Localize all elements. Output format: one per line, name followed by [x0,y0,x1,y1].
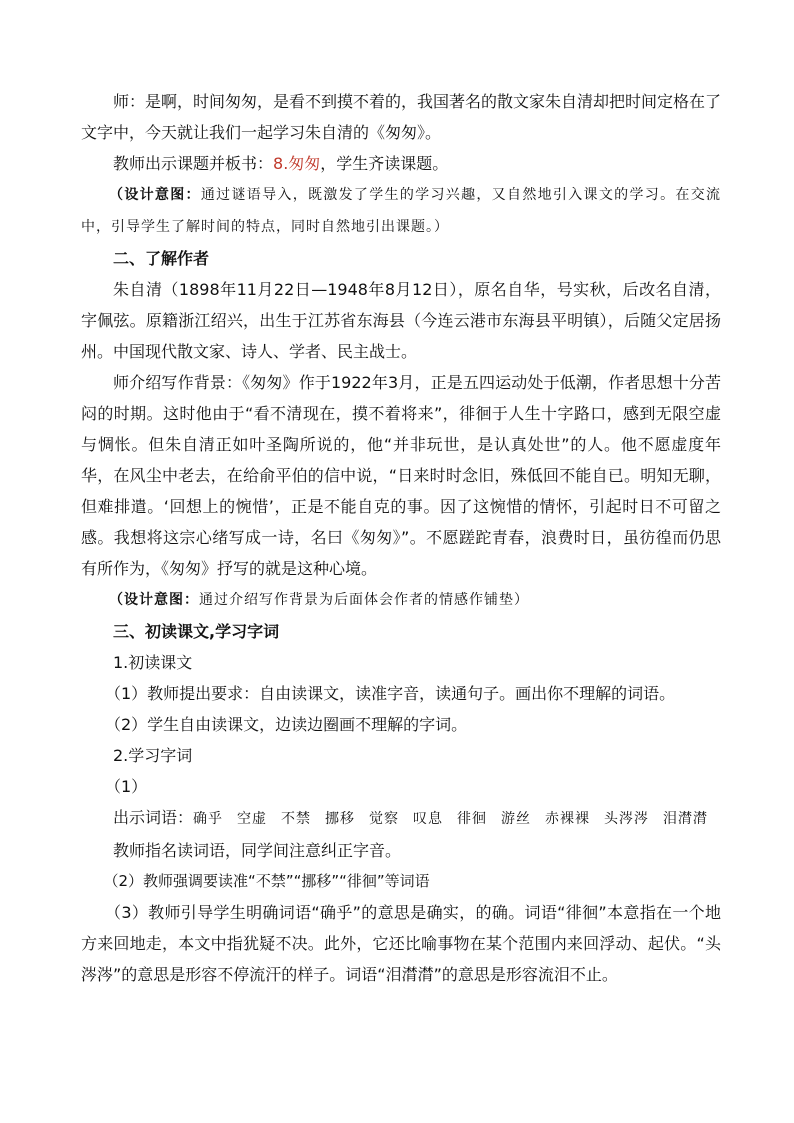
board-title-suffix: ，学生齐读课题。 [320,154,449,173]
design-intent-2 [81,584,721,616]
design-intent-label: 设计意图： [124,187,201,203]
list-item-number: （1） [105,777,148,796]
paragraph-writing-background: 师介绍写作背景：《匆匆》作于1922年3月，正是五四运动处于低潮，作者思想十分苦闷的时期。这时他由于“看不清现在，摸不着将来”，徘徊于人生十字路口，感到无限空虚与惆怅。但朱自清正如叶圣陶所说的，他“并非玩世，是认真处世”的人。他不愿虚度年华，在风尘中老去，在给俞平伯的信中说，“日来时时念旧，殊低回不能自已。明知无聊，但难排遣。‘回想上的惋惜’，正是不能自克的事。因了这惋惜的情怀，引起时日不可留之感。我想将这宗心绪写成一诗，名曰《匆匆》”。不愿蹉跎青春，浪费时日，虽彷徨而仍思有所作为，《匆匆》抒写的就是这种心境。 [81,373,721,578]
paragraph-board-title [81,148,721,179]
vocab-word: 泪潸潸 [663,811,709,827]
vocab-word: 觉察 [369,811,400,827]
paragraph-read-words: 教师指名读词语，同学间注意纠正字音。 [113,841,402,860]
design-intent-text: 通过谜语导入，既激发了学生的学习兴趣，又自然地引入课文的学习。在交流中，引导学生了解时间的特点，同时自然地引出课题。） [81,187,722,235]
vocab-label: 出示词语： [113,808,194,827]
design-intent-open-paren: （ [109,592,124,608]
subheading-first-reading: 1.初读课文 [113,653,193,672]
vocab-word: 确乎 [193,811,224,827]
subheading-learn-words: 2.学习字词 [113,746,193,765]
paragraph-teacher-intro: 师：是啊，时间匆匆，是看不到摸不着的，我国著名的散文家朱自清却把时间定格在了文字中，今天就让我们一起学习朱自清的《匆匆》。 [81,92,722,142]
design-intent-label: 设计意图： [124,592,199,608]
vocab-word: 空虚 [237,811,268,827]
vocab-word: 不禁 [281,811,312,827]
vocab-word: 挪移 [325,811,356,827]
vocab-list [81,802,721,835]
design-intent-open-paren: （ [109,187,125,203]
vocab-words [193,811,708,827]
lesson-title: 8.匆匆 [273,154,321,173]
paragraph-author-bio: 朱自清（1898年11月22日—1948年8月12日），原名自华，号实秋，后改名自清，字佩弦。原籍浙江绍兴，出生于江苏省东海县（今连云港市东海县平明镇），后随父定居扬州。中国现代散文家、诗人、学者、民主战士。 [81,280,721,361]
vocab-word: 头涔涔 [604,811,650,827]
design-intent-text: 通过介绍写作背景为后面体会作者的情感作铺垫） [199,592,529,608]
vocab-word: 叹息 [413,811,444,827]
board-title-prefix: 教师出示课题并板书： [113,154,274,173]
list-item-self-reading: （2）学生自由读课文，边读边圈画不理解的字词。 [105,715,468,734]
list-item-word-meanings: （3）教师引导学生明确词语“确乎”的意思是确实，的确。词语“徘徊”本意指在一个地方来回地走，本文中指犹疑不决。此外，它还比喻事物在某个范围内来回浮动、起伏。“头涔涔”的意思是形容不停流汗的样子。词语“泪潸潸”的意思是形容流泪不止。 [81,903,721,984]
vocab-word: 赤裸裸 [545,811,591,827]
vocab-word: 徘徊 [457,811,488,827]
design-intent-1 [81,179,721,243]
vocab-word: 游丝 [501,811,532,827]
section-heading-reading: 三、初读课文,学习字词 [113,622,280,641]
document-content [81,86,721,990]
list-item-requirement: （1）教师提出要求：自由读课文，读准字音，读通句子。画出你不理解的词语。 [105,684,676,703]
section-heading-author: 二、了解作者 [113,249,210,268]
list-item-emphasis: （2）教师强调要读准“不禁”“挪移”“徘徊”等词语 [103,872,430,890]
